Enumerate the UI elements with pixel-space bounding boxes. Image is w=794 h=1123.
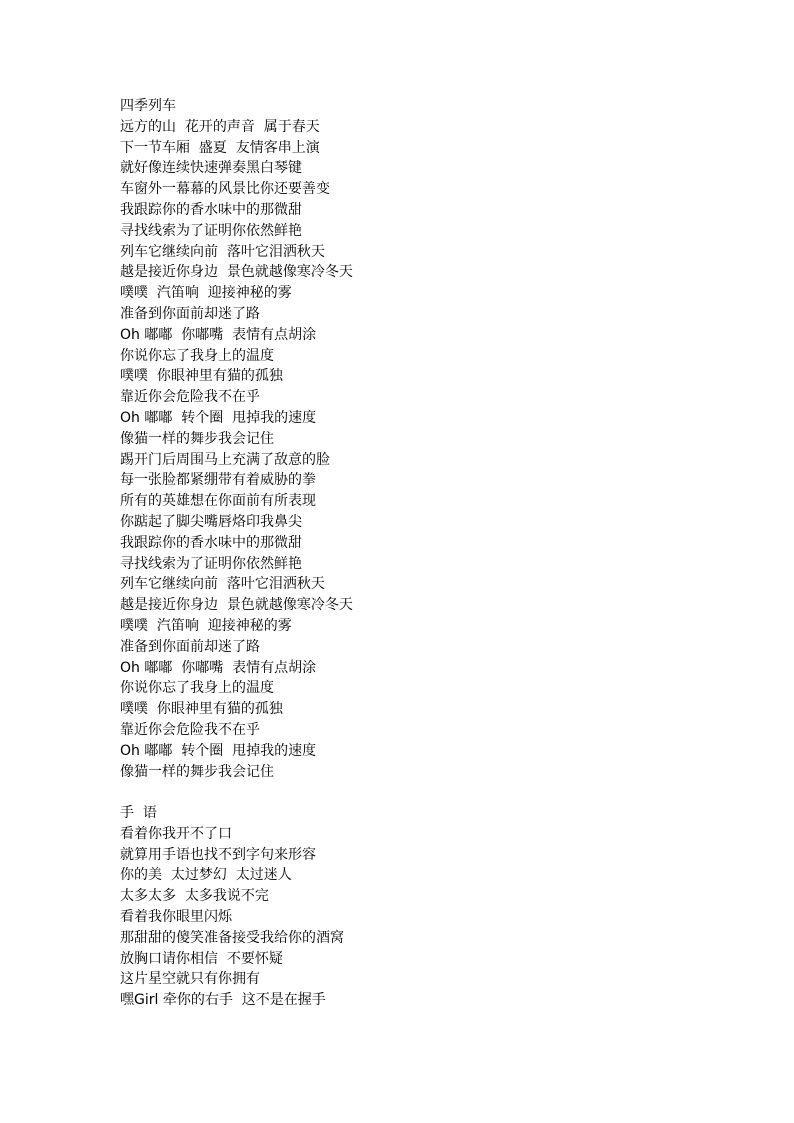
lyric-line: 噗噗 你眼神里有猫的孤独 <box>120 368 283 385</box>
song-title: 四季列车 <box>120 98 176 114</box>
lyric-line: 所有的英雄想在你面前有所表现 <box>120 493 316 510</box>
lyric-line: Oh 嘟嘟 你嘟嘴 表情有点胡涂 <box>120 326 317 343</box>
lyric-line: 寻找线索为了证明你依然鲜艳 <box>120 555 302 572</box>
lyric-line: 就好像连续快速弹奏黑白琴键 <box>120 160 302 177</box>
lyric-line: 列车它继续向前 落叶它泪洒秋天 <box>120 576 325 593</box>
lyric-line: 这片星空就只有你拥有 <box>120 971 260 988</box>
lyric-line: 像猫一样的舞步我会记住 <box>120 763 274 780</box>
lyric-line: 远方的山 花开的声音 属于春天 <box>120 118 320 135</box>
lyric-line: 嘿Girl 牵你的右手 这不是在握手 <box>120 992 326 1009</box>
lyric-line: Oh 嘟嘟 转个圈 甩掉我的速度 <box>120 409 317 426</box>
lyric-line: 我跟踪你的香水味中的那微甜 <box>120 534 302 551</box>
lyric-line: 噗噗 汽笛响 迎接神秘的雾 <box>120 617 292 634</box>
lyrics-document <box>120 96 740 1011</box>
lyric-line: 越是接近你身边 景色就越像寒冷冬天 <box>120 597 353 614</box>
lyric-line: 寻找线索为了证明你依然鲜艳 <box>120 222 302 239</box>
lyric-line: 你说你忘了我身上的温度 <box>120 680 274 697</box>
lyric-line: 靠近你会危险我不在乎 <box>120 721 260 738</box>
lyric-line: 列车它继续向前 落叶它泪洒秋天 <box>120 243 325 260</box>
lyric-line: 每一张脸都紧绷带有着威胁的拳 <box>120 472 316 489</box>
lyric-line: 靠近你会危险我不在乎 <box>120 389 260 406</box>
lyric-line: 看着你我开不了口 <box>120 825 232 842</box>
lyric-line: Oh 嘟嘟 你嘟嘴 表情有点胡涂 <box>120 659 317 676</box>
lyric-line: 你踮起了脚尖嘴唇烙印我鼻尖 <box>120 513 302 530</box>
lyric-line: 你说你忘了我身上的温度 <box>120 347 274 364</box>
lyric-line: 我跟踪你的香水味中的那微甜 <box>120 201 302 218</box>
lyric-line: 看着我你眼里闪烁 <box>120 909 232 926</box>
lyric-line: 准备到你面前却迷了路 <box>120 638 260 655</box>
lyric-line: 太多太多 太多我说不完 <box>120 888 269 905</box>
lyric-line: 那甜甜的傻笑准备接受我给你的酒窝 <box>120 929 344 946</box>
lyric-line: 就算用手语也找不到字句来形容 <box>120 846 316 863</box>
lyric-line: 下一节车厢 盛夏 友情客串上演 <box>120 139 320 156</box>
lyric-line: 放胸口请你相信 不要怀疑 <box>120 950 283 967</box>
lyric-line: 越是接近你身边 景色就越像寒冷冬天 <box>120 264 353 281</box>
lyric-line: 像猫一样的舞步我会记住 <box>120 430 274 447</box>
lyric-line: Oh 嘟嘟 转个圈 甩掉我的速度 <box>120 742 317 759</box>
lyric-line: 准备到你面前却迷了路 <box>120 305 260 322</box>
lyric-line: 噗噗 汽笛响 迎接神秘的雾 <box>120 285 292 302</box>
lyric-line: 踢开门后周围马上充满了敌意的脸 <box>120 451 330 468</box>
lyric-line: 你的美 太过梦幻 太过迷人 <box>120 867 292 884</box>
lyric-line: 车窗外一幕幕的风景比你还要善变 <box>120 181 330 198</box>
song-title: 手 语 <box>120 805 157 822</box>
lyric-line: 噗噗 你眼神里有猫的孤独 <box>120 701 283 718</box>
section-spacer <box>120 782 740 803</box>
